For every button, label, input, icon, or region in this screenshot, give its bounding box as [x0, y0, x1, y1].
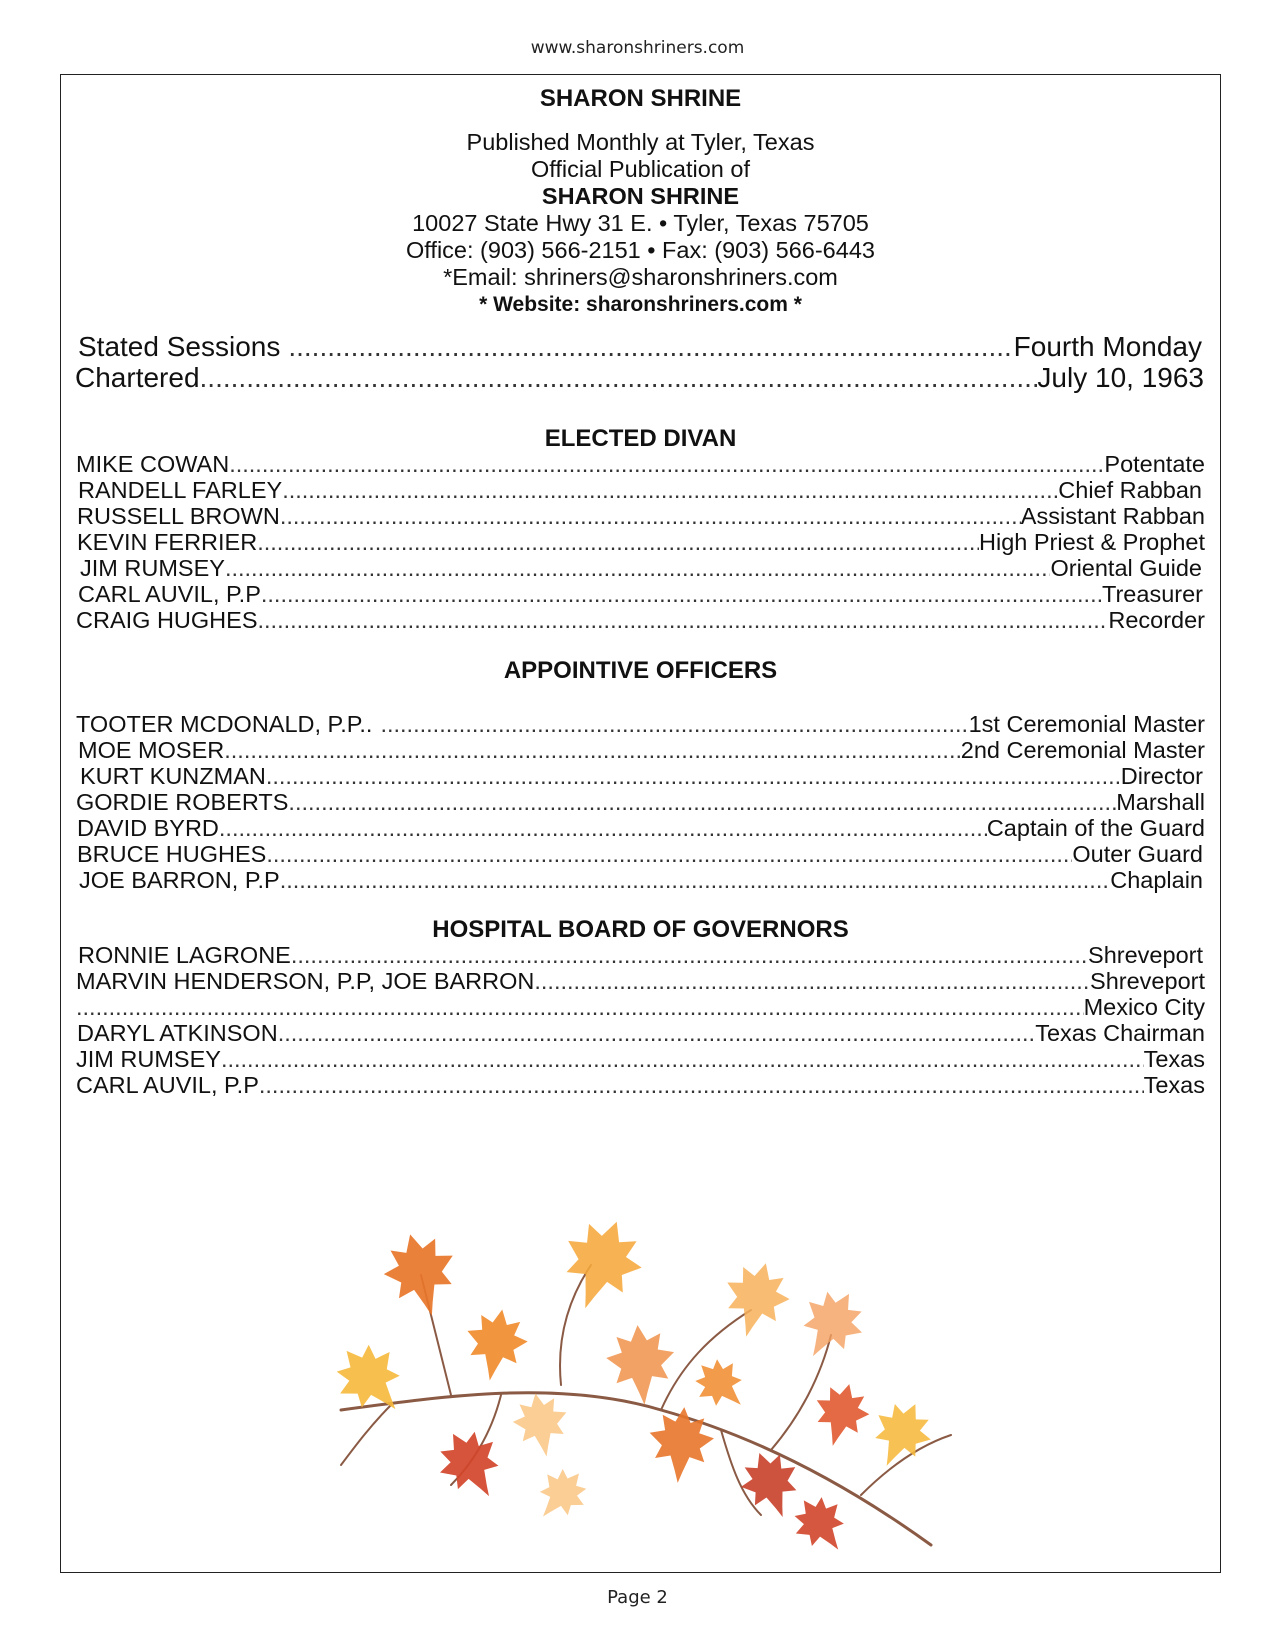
- officer-row: [78, 477, 1202, 504]
- branch-icon: [341, 1265, 951, 1545]
- officer-name: RUSSELL BROWN: [77, 503, 280, 529]
- officer-title: Director: [1120, 763, 1203, 789]
- leader-dots: [266, 841, 1072, 868]
- officer-row: [77, 529, 1205, 556]
- leader-dots: [224, 737, 961, 764]
- officer-row: [76, 607, 1205, 634]
- masthead-title: SHARON SHRINE: [539, 85, 742, 112]
- session-label: Stated Sessions: [78, 331, 281, 362]
- leader-dots: [266, 763, 1121, 790]
- phone-line: Office: (903) 566-2151 • Fax: (903) 566-6443: [406, 237, 875, 263]
- org-name: SHARON SHRINE: [541, 183, 740, 209]
- official-line: Official Publication of: [530, 156, 751, 182]
- officer-title: 1st Ceremonial Master: [968, 711, 1205, 737]
- governor-location: Texas: [1143, 1072, 1205, 1098]
- officer-title: Chaplain: [1110, 867, 1203, 893]
- website-line: * Website: sharonshriners.com *: [479, 293, 802, 316]
- governor-row: [76, 1072, 1205, 1099]
- leader-dots: [280, 503, 1021, 530]
- leader-dots: [282, 477, 1058, 504]
- officer-row: [80, 555, 1202, 582]
- officer-row: [76, 711, 1205, 738]
- governor-row: [78, 942, 1203, 969]
- session-value: Fourth Monday: [1013, 331, 1202, 362]
- leader-dots: [225, 555, 1051, 582]
- officer-name: JIM RUMSEY: [80, 555, 225, 581]
- officer-title: Assistant Rabban: [1020, 503, 1205, 529]
- governor-row: [77, 1020, 1205, 1047]
- officer-row: [76, 451, 1205, 478]
- officer-name: KEVIN FERRIER: [77, 529, 258, 555]
- autumn-leaves-branch-icon: [301, 1195, 961, 1555]
- governor-name: MARVIN HENDERSON, P.P, JOE BARRON: [76, 968, 535, 994]
- officer-title: Marshall: [1116, 789, 1205, 815]
- leader-dots: [261, 581, 1102, 608]
- officer-title: Outer Guard: [1072, 841, 1203, 867]
- leader-dots: [257, 529, 979, 556]
- officer-name: MIKE COWAN: [76, 451, 230, 477]
- governor-row: [76, 1046, 1205, 1073]
- leaf-cluster: [322, 1208, 942, 1555]
- officer-row: [77, 841, 1203, 868]
- governor-row: [76, 968, 1205, 995]
- leader-dots: [534, 968, 1090, 995]
- leader-dots: [288, 331, 1013, 363]
- officer-name: GORDIE ROBERTS: [76, 789, 289, 815]
- officer-name: MOE MOSER: [78, 737, 225, 763]
- email-line: *Email: shriners@sharonshriners.com: [443, 264, 838, 290]
- publication-info: [61, 129, 1220, 318]
- governor-name: JIM RUMSEY: [76, 1046, 221, 1072]
- session-row: [75, 362, 1204, 394]
- published-line: Published Monthly at Tyler, Texas: [466, 129, 815, 155]
- leader-dots: [221, 1046, 1144, 1073]
- leader-dots: [380, 711, 968, 738]
- governor-name: DARYL ATKINSON: [77, 1020, 278, 1046]
- officer-title: Potentate: [1104, 451, 1205, 477]
- officer-row: [78, 581, 1203, 608]
- session-label: Chartered: [75, 362, 200, 393]
- officer-name: KURT KUNZMAN: [80, 763, 266, 789]
- officer-row: [79, 867, 1203, 894]
- leader-dots: [219, 815, 987, 842]
- officer-title: Oriental Guide: [1050, 555, 1202, 581]
- session-row: [78, 331, 1202, 363]
- website-url: www.sharonshriners.com: [530, 38, 745, 58]
- address-line: 10027 State Hwy 31 E. • Tyler, Texas 75705: [412, 210, 869, 236]
- officer-name: DAVID BYRD: [77, 815, 219, 841]
- governor-location: Shreveport: [1088, 942, 1203, 968]
- officer-row: [77, 503, 1205, 530]
- governor-row: [76, 994, 1205, 1021]
- officer-row: [80, 763, 1203, 790]
- leader-dots: [259, 1072, 1144, 1099]
- officer-title: 2nd Ceremonial Master: [960, 737, 1205, 763]
- page-number: Page 2: [607, 1587, 668, 1608]
- leader-dots: [278, 1020, 1036, 1047]
- leader-dots: [280, 867, 1111, 894]
- officer-row: [76, 789, 1205, 816]
- section-title-hospital-board: HOSPITAL BOARD OF GOVERNORS: [432, 916, 849, 943]
- governor-name: RONNIE LAGRONE: [78, 942, 291, 968]
- section-title-appointive-officers: APPOINTIVE OFFICERS: [503, 657, 778, 684]
- leader-dots: [258, 607, 1109, 634]
- officer-row: [78, 737, 1205, 764]
- officer-name: TOOTER MCDONALD, P.P..: [76, 711, 373, 737]
- leader-dots: [76, 994, 1084, 1021]
- governor-location: Texas: [1143, 1046, 1205, 1072]
- governor-location: Texas Chairman: [1035, 1020, 1205, 1046]
- governor-location: Shreveport: [1090, 968, 1205, 994]
- officer-name: CARL AUVIL, P.P: [78, 581, 261, 607]
- leader-dots: [288, 789, 1116, 816]
- officer-title: High Priest & Prophet: [979, 529, 1205, 555]
- officer-row: [77, 815, 1205, 842]
- section-title-elected-divan: ELECTED DIVAN: [544, 425, 737, 452]
- leader-dots: [291, 942, 1088, 969]
- governor-location: Mexico City: [1083, 994, 1205, 1020]
- leader-dots: [229, 451, 1104, 478]
- officer-title: Recorder: [1108, 607, 1205, 633]
- officer-title: Treasurer: [1102, 581, 1203, 607]
- officer-title: Captain of the Guard: [986, 815, 1205, 841]
- leader-dots: [200, 362, 1038, 394]
- officer-name: JOE BARRON, P.P: [79, 867, 280, 893]
- officer-name: CRAIG HUGHES: [76, 607, 258, 633]
- session-value: July 10, 1963: [1037, 362, 1204, 393]
- content-frame: [60, 74, 1221, 1573]
- governor-name: CARL AUVIL, P.P: [76, 1072, 259, 1098]
- officer-name: BRUCE HUGHES: [77, 841, 267, 867]
- officer-name: RANDELL FARLEY: [78, 477, 283, 503]
- officer-title: Chief Rabban: [1058, 477, 1202, 503]
